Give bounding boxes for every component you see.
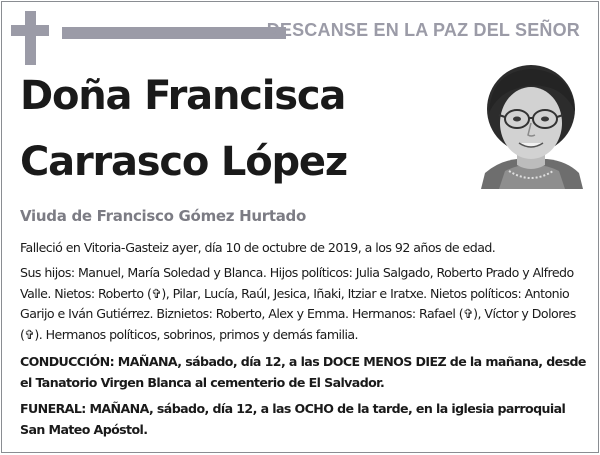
header-rule — [62, 27, 286, 39]
funeral-text: FUNERAL: MAÑANA, sábado, día 12, a las OCHO de la tarde, en la iglesia parroquial San Mateo Apóstol. — [20, 401, 566, 437]
widow-subtitle: Viuda de Francisco Gómez Hurtado — [20, 207, 306, 225]
portrait-photo — [479, 61, 584, 189]
page-heading: DESCANSE EN LA PAZ DEL SEÑOR — [266, 20, 580, 40]
death-announcement — [20, 238, 586, 259]
conduction-text: CONDUCCIÓN: MAÑANA, sábado, día 12, a las DOCE MENOS DIEZ de la mañana, desde el Tanatorio Virgen Blanca al cementerio de El Salvador. — [20, 354, 586, 390]
obituary-notice — [1, 1, 599, 453]
portrait-photo-icon — [479, 61, 584, 189]
cross-icon — [11, 11, 49, 65]
conduction-notice — [20, 352, 586, 393]
death-text: Falleció en Vitoria-Gasteiz ayer, día 10 de octubre de 2019, a los 92 años de edad. — [20, 240, 496, 255]
family-list — [20, 263, 586, 345]
family-text: Sus hijos: Manuel, María Soledad y Blanca. Hijos políticos: Julia Salgado, Roberto Prado y Alfredo Valle. Nietos: Roberto (✞), Pilar, Lucía, Raúl, Jesica, Iñaki, Itziar e Iratxe. Nietos políticos: Antonio Garijo e Iván Gutiérrez. Biznietos: Roberto, Alex y Emma. Hermanos: Rafael (✞), Víctor y Dolores (✞). Hermanos políticos, sobrinos, primos y demás familia. — [20, 265, 576, 342]
funeral-notice — [20, 399, 586, 440]
deceased-name-line1: Doña Francisca — [20, 73, 346, 119]
deceased-name-line2: Carrasco López — [20, 139, 347, 185]
